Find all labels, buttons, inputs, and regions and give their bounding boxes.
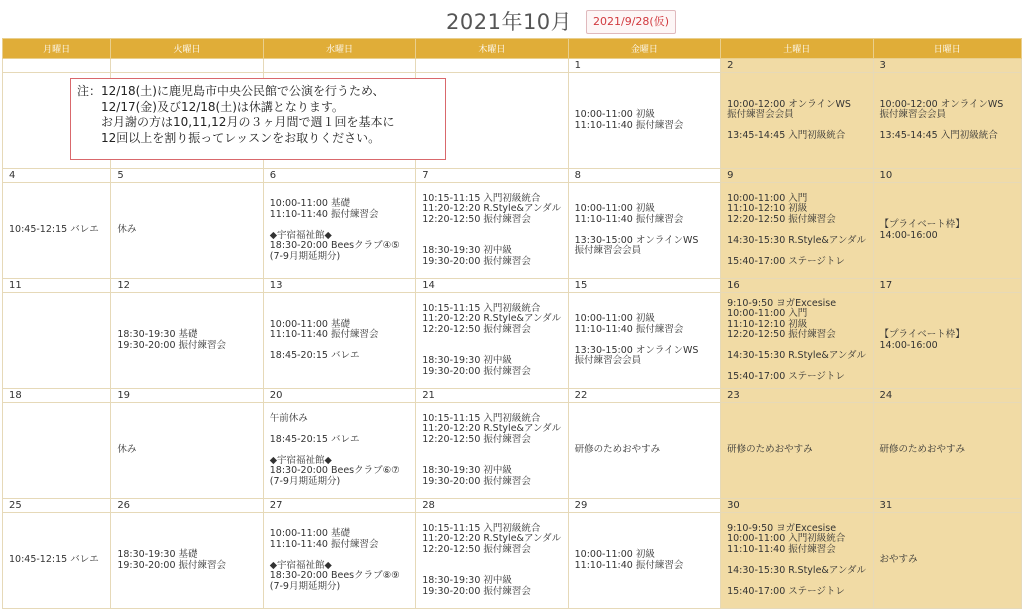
day-cell <box>111 513 263 609</box>
schedule-entry: (7-9月期延期分) <box>269 475 341 487</box>
day-cell <box>111 183 263 279</box>
schedule-entry: 13:30-15:00 オンラインWS <box>574 344 699 356</box>
schedule-entry: 19:30-20:00 振付練習会 <box>117 559 227 571</box>
schedule-entry: 11:10-11:40 振付練習会 <box>574 213 684 225</box>
schedule-entry: 11:10-12:10 初級 <box>727 318 808 330</box>
date-number-row <box>3 279 1022 293</box>
closure-notice <box>70 78 446 160</box>
schedule-entry: 10:00-11:00 初級 <box>574 203 655 215</box>
day-cell <box>568 513 720 609</box>
date-number: 14 <box>416 279 568 293</box>
spacer <box>270 220 415 231</box>
schedule-entry: 18:30-20:00 Beesクラブ⑥⑦ <box>269 465 400 477</box>
schedule-entry: 18:30-20:00 Beesクラブ⑧⑨ <box>269 570 400 581</box>
spacer <box>422 335 567 346</box>
date-number: 9 <box>721 169 873 183</box>
schedule-entry: 11:10-11:40 振付練習会 <box>727 543 836 555</box>
date-number-row <box>3 169 1022 183</box>
date-number: 11 <box>3 279 111 293</box>
schedule-entry: 10:00-12:00 オンラインWS <box>727 98 851 110</box>
schedule-entry: 19:30-20:00 振付練習会 <box>117 339 227 351</box>
schedule-entry: 18:30-19:30 初中級 <box>422 465 512 477</box>
schedule-entry: 15:40-17:00 ステージトレ <box>727 371 845 382</box>
schedule-entry: 19:30-20:00 振付練習会 <box>422 365 531 377</box>
schedule-entry: 休み <box>117 444 137 456</box>
day-cell <box>873 403 1022 499</box>
day-cell <box>568 183 720 279</box>
schedule-entry: 12:20-12:50 振付練習会 <box>422 323 531 335</box>
day-cell <box>873 183 1022 279</box>
schedule-entry: 14:00-16:00 <box>879 229 938 241</box>
day-cell <box>111 293 263 389</box>
schedule-entry: 18:30-19:30 初中級 <box>422 575 512 587</box>
schedule-entry: 【プライベート枠】 <box>879 329 965 340</box>
schedule-entry: ◆宇宿福祉館◆ <box>269 454 332 466</box>
schedule-row <box>3 183 1022 279</box>
schedule-entry: 18:30-20:00 Beesクラブ④⑤ <box>269 240 400 251</box>
weekday-tuesday: 火曜日 <box>111 39 263 59</box>
date-number: 17 <box>873 279 1022 293</box>
schedule-entry: 研修のためおやすみ <box>879 444 966 456</box>
day-cell <box>721 183 873 279</box>
schedule-entry: 11:10-11:40 振付練習会 <box>574 559 684 571</box>
day-cell <box>721 73 873 169</box>
weekday-sunday: 日曜日 <box>873 39 1022 59</box>
schedule-entry: (7-9月期延期分) <box>269 250 341 262</box>
schedule-entry: 10:00-11:00 初級 <box>574 549 655 560</box>
schedule-entry: 18:45-20:15 バレエ <box>269 350 360 361</box>
date-number: 29 <box>568 499 720 513</box>
date-number <box>416 59 568 73</box>
schedule-entry: 10:00-11:00 初級 <box>574 109 655 120</box>
day-cell <box>3 513 111 609</box>
schedule-entry: 18:30-19:30 初中級 <box>422 355 512 367</box>
date-number: 5 <box>111 169 263 183</box>
date-number-row <box>3 499 1022 513</box>
spacer <box>422 555 567 566</box>
schedule-entry: (7-9月期延期分) <box>269 580 341 592</box>
schedule-entry: 振付練習会会員 <box>574 355 642 367</box>
schedule-entry: 18:30-19:30 基礎 <box>117 549 198 560</box>
date-number: 27 <box>263 499 415 513</box>
schedule-entry: 11:10-11:40 振付練習会 <box>269 208 379 220</box>
schedule-entry: 10:00-12:00 オンラインWS <box>879 98 1004 110</box>
day-cell <box>416 513 568 609</box>
day-cell <box>873 73 1022 169</box>
date-number-row <box>3 389 1022 403</box>
schedule-entry: 10:15-11:15 入門初級統合 <box>422 302 541 314</box>
schedule-entry: 10:00-11:00 基礎 <box>269 318 350 330</box>
schedule-entry: 19:30-20:00 振付練習会 <box>422 585 531 597</box>
day-cell <box>568 73 720 169</box>
date-number: 26 <box>111 499 263 513</box>
schedule-entry: 9:10-9:50 ヨガExcesise <box>727 522 837 534</box>
date-number: 21 <box>416 389 568 403</box>
day-cell <box>263 513 415 609</box>
schedule-entry: 12:20-12:50 振付練習会 <box>727 213 836 225</box>
schedule-entry: 10:45-12:15 バレエ <box>9 224 99 236</box>
date-number: 28 <box>416 499 568 513</box>
notice-line: 注：12/18(土)に鹿児島市中央公民館で公演を行うため、 <box>77 84 385 98</box>
day-cell <box>263 183 415 279</box>
day-cell <box>873 513 1022 609</box>
schedule-entry: 研修のためおやすみ <box>574 444 661 456</box>
schedule-entry: 11:20-12:20 R.Style&アンダル <box>422 203 562 215</box>
schedule-entry: 18:30-19:30 初中級 <box>422 245 512 257</box>
schedule-entry: 13:30-15:00 オンラインWS <box>574 234 699 246</box>
schedule-entry: 18:30-19:30 基礎 <box>117 329 198 340</box>
schedule-entry: 12:20-12:50 振付練習会 <box>422 543 531 555</box>
schedule-entry: 10:15-11:15 入門初級統合 <box>422 412 541 424</box>
schedule-entry: 振付練習会会員 <box>727 109 794 120</box>
date-number: 12 <box>111 279 263 293</box>
schedule-entry: 11:20-12:20 R.Style&アンダル <box>422 533 562 545</box>
calendar-header <box>0 0 1024 38</box>
notice-line: 12回以上を割り振ってレッスンをお取りください。 <box>77 130 381 145</box>
schedule-entry: 9:10-9:50 ヨガExcesise <box>727 297 837 309</box>
date-number: 23 <box>721 389 873 403</box>
date-number: 10 <box>873 169 1022 183</box>
day-cell <box>3 293 111 389</box>
date-number: 1 <box>568 59 720 73</box>
day-cell <box>3 403 111 499</box>
day-cell <box>721 513 873 609</box>
date-number <box>3 59 111 73</box>
schedule-entry: 11:10-11:40 振付練習会 <box>269 538 379 550</box>
day-cell <box>721 293 873 389</box>
schedule-entry: 【プライベート枠】 <box>879 219 965 230</box>
schedule-entry: 14:00-16:00 <box>879 339 938 351</box>
schedule-entry: 10:00-11:00 入門 <box>727 192 808 204</box>
date-number: 30 <box>721 499 873 513</box>
date-number: 31 <box>873 499 1022 513</box>
schedule-entry: 休み <box>117 224 137 236</box>
date-number: 3 <box>873 59 1022 73</box>
schedule-entry: 10:00-11:00 入門初級統合 <box>727 533 846 545</box>
schedule-entry: ◆宇宿福祉館◆ <box>269 229 332 241</box>
date-number: 24 <box>873 389 1022 403</box>
schedule-entry: ◆宇宿福祉館◆ <box>269 559 332 571</box>
schedule-entry: 19:30-20:00 振付練習会 <box>422 255 531 267</box>
schedule-entry: 14:30-15:30 R.Style&アンダル <box>727 234 867 246</box>
day-cell <box>568 403 720 499</box>
day-cell <box>416 293 568 389</box>
weekday-wednesday: 水曜日 <box>263 39 415 59</box>
spacer <box>270 550 415 561</box>
schedule-entry: 10:00-11:00 入門 <box>727 308 808 319</box>
schedule-entry: 18:45-20:15 バレエ <box>269 433 360 445</box>
date-number: 18 <box>3 389 111 403</box>
day-cell <box>416 403 568 499</box>
schedule-row <box>3 293 1022 389</box>
date-number: 19 <box>111 389 263 403</box>
schedule-entry: 19:30-20:00 振付練習会 <box>422 475 531 487</box>
weekday-thursday: 木曜日 <box>416 39 568 59</box>
schedule-entry: 研修のためおやすみ <box>727 444 813 456</box>
schedule-entry: 10:15-11:15 入門初級統合 <box>422 192 541 204</box>
revision-date-badge: 2021/9/28(仮) <box>586 10 676 34</box>
date-number <box>111 59 263 73</box>
schedule-entry: 午前休み <box>269 412 308 424</box>
day-cell <box>721 403 873 499</box>
schedule-entry: 14:30-15:30 R.Style&アンダル <box>727 350 867 361</box>
spacer <box>422 225 567 236</box>
weekday-friday: 金曜日 <box>568 39 720 59</box>
day-cell <box>3 183 111 279</box>
date-number: 25 <box>3 499 111 513</box>
schedule-entry: おやすみ <box>879 554 918 566</box>
notice-line: 12/17(金)及び12/18(土)は休講となります。 <box>77 99 344 114</box>
date-number: 8 <box>568 169 720 183</box>
schedule-entry: 10:45-12:15 バレエ <box>9 554 99 566</box>
day-cell <box>263 403 415 499</box>
day-cell <box>873 293 1022 389</box>
weekday-monday: 月曜日 <box>3 39 111 59</box>
schedule-entry: 12:20-12:50 振付練習会 <box>422 433 531 445</box>
date-number <box>263 59 415 73</box>
weekday-header-row <box>3 39 1022 59</box>
date-number: 2 <box>721 59 873 73</box>
date-number-row <box>3 59 1022 73</box>
date-number: 13 <box>263 279 415 293</box>
schedule-entry: 11:10-11:40 振付練習会 <box>269 329 379 340</box>
schedule-entry: 15:40-17:00 ステージトレ <box>727 255 845 267</box>
schedule-entry: 11:20-12:20 R.Style&アンダル <box>422 423 562 435</box>
spacer <box>422 445 567 456</box>
schedule-entry: 10:00-11:00 基礎 <box>269 528 350 539</box>
page-title: 2021年10月 <box>446 10 573 34</box>
schedule-entry: 11:10-11:40 振付練習会 <box>574 323 684 335</box>
schedule-entry: 13:45-14:45 入門初級統合 <box>879 130 998 141</box>
schedule-entry: 11:10-11:40 振付練習会 <box>574 119 684 131</box>
schedule-entry: 10:00-11:00 初級 <box>574 313 655 325</box>
schedule-entry: 11:20-12:20 R.Style&アンダル <box>422 313 562 325</box>
schedule-entry: 12:20-12:50 振付練習会 <box>727 329 836 340</box>
notice-line: お月謝の方は10,11,12月の３ヶ月間で週１回を基本に <box>77 115 395 129</box>
date-number: 20 <box>263 389 415 403</box>
schedule-entry: 14:30-15:30 R.Style&アンダル <box>727 564 867 576</box>
date-number: 7 <box>416 169 568 183</box>
schedule-entry: 振付練習会会員 <box>879 109 947 120</box>
schedule-entry: 10:00-11:00 基礎 <box>269 198 350 209</box>
schedule-entry: 11:10-12:10 初級 <box>727 203 808 215</box>
schedule-entry: 振付練習会会員 <box>574 245 642 257</box>
day-cell <box>263 293 415 389</box>
schedule-row <box>3 513 1022 609</box>
schedule-entry: 10:15-11:15 入門初級統合 <box>422 522 541 534</box>
schedule-entry: 13:45-14:45 入門初級統合 <box>727 130 846 141</box>
date-number: 6 <box>263 169 415 183</box>
day-cell <box>111 403 263 499</box>
date-number: 15 <box>568 279 720 293</box>
date-number: 22 <box>568 389 720 403</box>
schedule-row <box>3 403 1022 499</box>
schedule-entry: 15:40-17:00 ステージトレ <box>727 585 845 597</box>
day-cell <box>568 293 720 389</box>
schedule-entry: 12:20-12:50 振付練習会 <box>422 213 531 225</box>
day-cell <box>416 183 568 279</box>
date-number: 16 <box>721 279 873 293</box>
weekday-saturday: 土曜日 <box>721 39 873 59</box>
date-number: 4 <box>3 169 111 183</box>
